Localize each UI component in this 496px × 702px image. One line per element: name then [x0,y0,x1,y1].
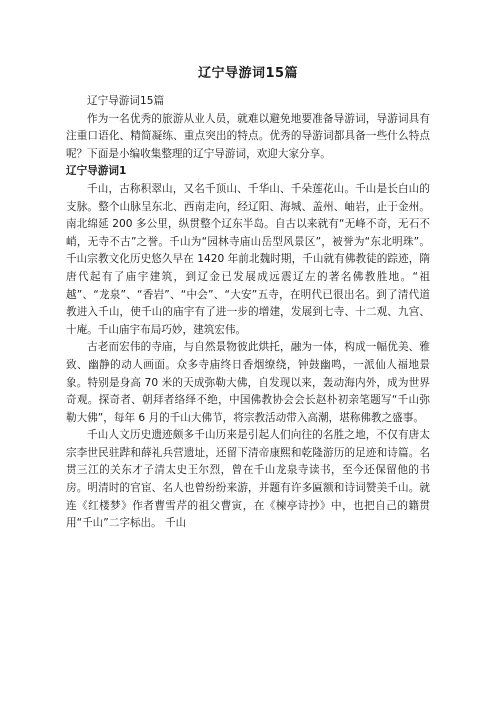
section-heading: 辽宁导游词1 [66,165,127,178]
intro-heading: 辽宁导游词15篇 [87,95,165,107]
body-paragraph: 千山，古称积翠山，又名千顶山、千华山、千朵莲花山。千山是长白山的支脉。整个山脉呈东北、西南走向，经辽阳、海城、盖州、岫岩，止于金州。南北绵延 200 多公里，纵贯整个辽东半岛。自古以来就有“无峰不奇，无石不峭，无寺不古”之誉。千山为“园林寺庙山岳型风景区”，被誉为“东北明珠”。千山宗教文化历史悠久早在 1420 年前北魏时期，千山就有佛教徒的踪迹，隋唐代起有了庙宇建筑，到辽金已发展成远震辽左的著名佛教胜地。“祖越”、“龙泉”、“香岩”、“中会”、“大安”五寺，在明代已很出名。到了清代道教进入千山，使千山的庙宇有了进一步的增建，发展到七寺、十二观、九宫、十庵。千山庙宇布局巧妙，建筑宏伟。 [66,182,430,336]
document-body [66,93,430,533]
intro-paragraph: 作为一名优秀的旅游从业人员，就难以避免地要准备导游词，导游词具有注重口语化、精简凝练、重点突出的特点。优秀的导游词都具备一些什么特点呢？下面是小编收集整理的辽宁导游词，欢迎大家分享。 [66,112,430,160]
body-paragraph: 古老而宏伟的寺庙，与自然景物彼此烘托，融为一体，构成一幅优美、雅致、幽静的动人画面。众多寺庙终日香烟缭绕，钟鼓幽鸣，一派仙人福地景象。特别是身高 70 米的天成弥勒大佛，自发现以来，轰动海内外，成为世界奇观。探奇者、朝拜者络绎不绝，中国佛教协会会长赵朴初亲笔题写“千山弥勒大佛”，每年 6 月的千山大佛节，将宗教活动带入高潮，堪称佛教之盛事。 [66,341,430,424]
body-paragraph: 千山人文历史遗迹颇多千山历来是引起人们向往的名胜之地，不仅有唐太宗李世民驻跸和薛礼兵营遗址，还留下清帝康熙和乾隆游历的足迹和诗篇。名贯三江的关东才子清太史王尔烈，曾在千山龙泉寺读书，至今还保留他的书房。明清时的官宦、名人也曾纷纷来游，并题有许多匾额和诗词赞美千山。就连《红楼梦》作者曹雪芹的祖父曹寅，在《楝亭诗抄》中，也把自己的籍贯用“千山”二字标出。 千山 [66,429,430,530]
document-title: 辽宁导游词15篇 [197,66,299,81]
